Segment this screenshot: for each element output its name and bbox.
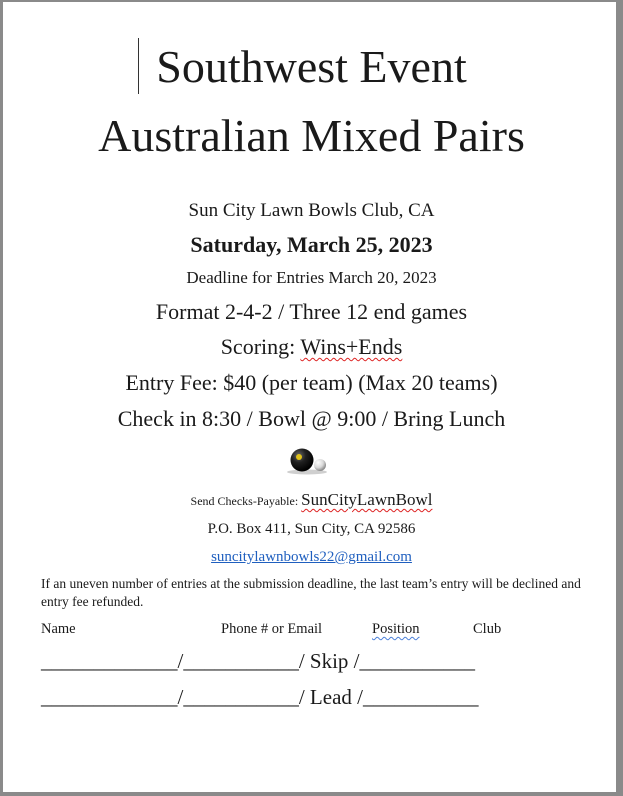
- scoring-line: [0, 334, 623, 360]
- title-line-1: Southwest Event: [156, 41, 467, 92]
- entry-note: If an uneven number of entries at the submission deadline, the last team’s entry will be declined and entry fee refunded.: [41, 576, 581, 609]
- email-line: [0, 547, 623, 567]
- entry-fee: Entry Fee: $40 (per team) (Max 20 teams): [125, 370, 498, 395]
- entry-deadline: Deadline for Entries March 20, 2023: [186, 268, 437, 287]
- header-club: Club: [473, 621, 502, 637]
- header-position: Position: [372, 621, 420, 637]
- send-checks-line: [0, 489, 623, 512]
- send-checks-label: Send Checks-Payable:: [190, 494, 302, 508]
- title-line-2: Australian Mixed Pairs: [98, 110, 525, 161]
- event-date: Saturday, March 25, 2023: [190, 232, 433, 257]
- format-line: Format 2-4-2 / Three 12 end games: [155, 299, 468, 324]
- header-name: Name: [41, 621, 76, 637]
- scoring-value: Wins+Ends: [300, 334, 403, 359]
- scoring-prefix: Scoring:: [220, 334, 301, 359]
- lawn-bowls-icon: [285, 447, 331, 475]
- mailing-address: P.O. Box 411, Sun City, CA 92586: [207, 521, 416, 537]
- payee: SunCityLawnBowl: [301, 490, 433, 509]
- entry-row-skip: _____________/___________/ Skip /___________: [41, 649, 476, 673]
- check-in: Check in 8:30 / Bowl @ 9:00 / Bring Lunch: [117, 406, 506, 431]
- header-phone-email: Phone # or Email: [221, 621, 323, 637]
- venue: Sun City Lawn Bowls Club, CA: [188, 200, 435, 221]
- email-link[interactable]: suncitylawnbowls22@gmail.com: [211, 549, 412, 565]
- entry-row-lead: _____________/___________/ Lead /___________: [41, 685, 479, 709]
